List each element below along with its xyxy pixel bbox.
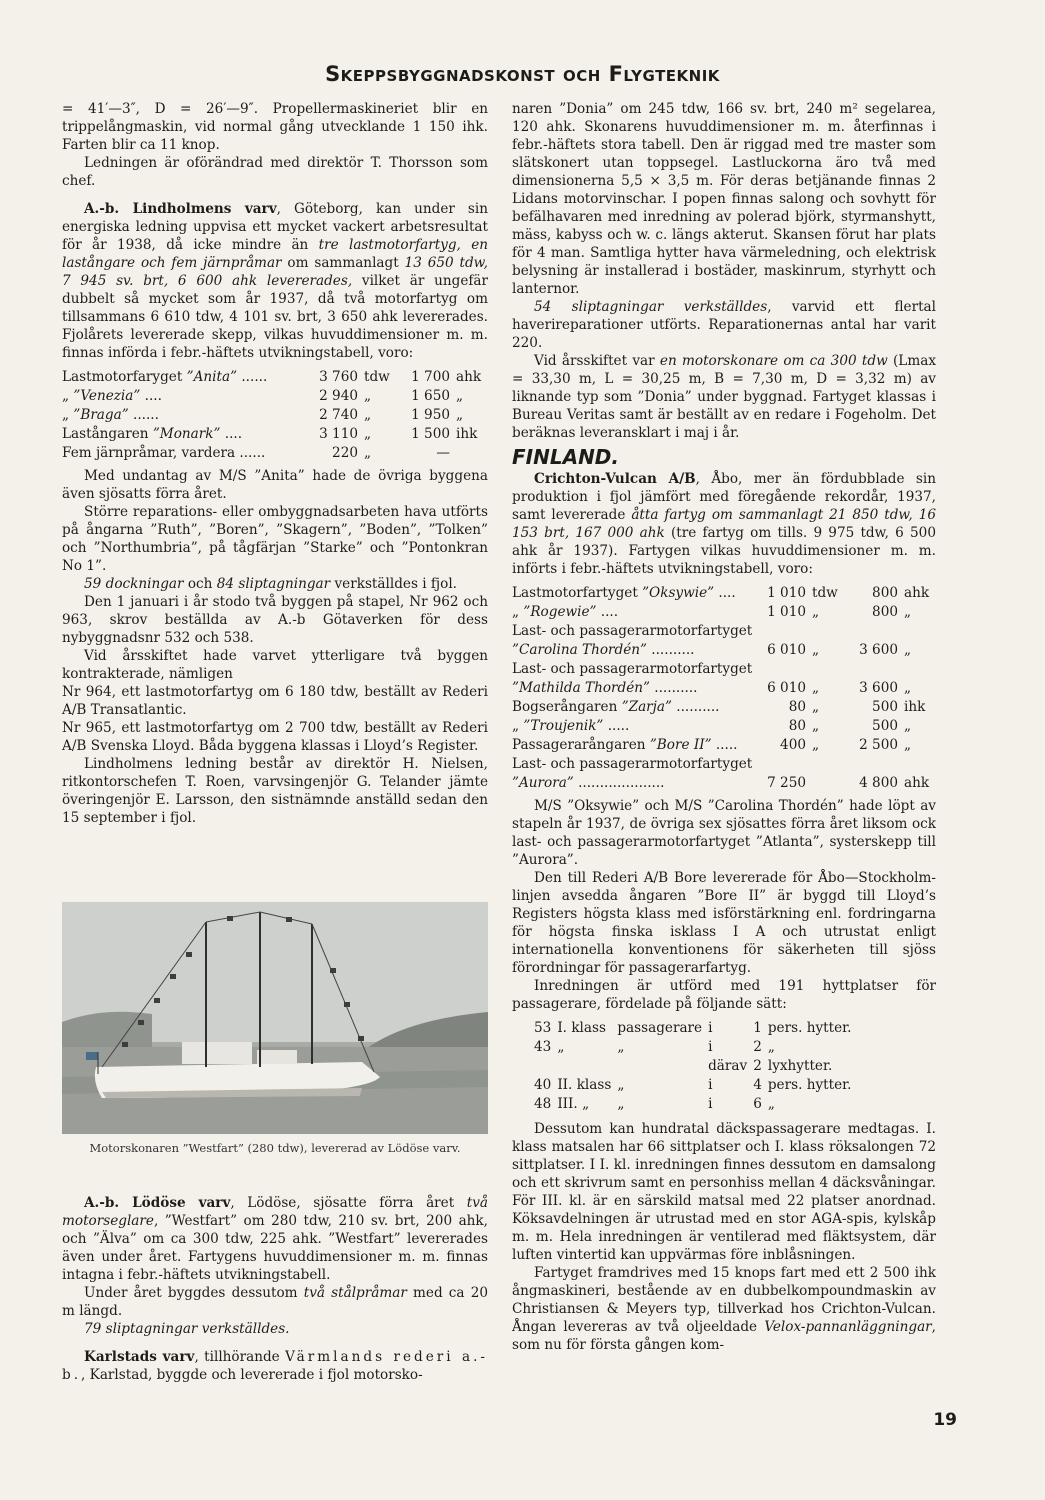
power-unit: „	[904, 737, 912, 753]
paragraph: Karlstads varv, tillhörande Värmlands rederi a.-b., Karlstad, byggde och levererade i fjol motorsko-	[62, 1349, 489, 1383]
tdw-value: 220	[332, 445, 358, 461]
table-row	[62, 387, 488, 406]
photo-caption: Motorskonaren ”Westfart” (280 tdw), levererad av Lödöse varv.	[89, 1141, 461, 1155]
power-value: 800	[872, 604, 898, 620]
paragraph: Dessutom kan hundratal däckspassagerare medtagas. I. klass matsalen har 66 sittplatser och I. klass röksalongen 72 sittplatser. I I. kl. inredningen finnes dessutom en damsalong och ett skrivrum samt en personhiss mellan 4 däcksvåningar. För III. kl. är en särskild matsal med 22 platser anordnad. Köksavdelningen är utrustad med en stor AGA-spis, kylskåp m. m. Hela inredningen är ventilerad med fläktsystem, där luften vintertid kan uppvärmas före inblåsningen.	[512, 1121, 936, 1263]
power-unit: ahk	[904, 585, 930, 601]
tdw-value: 80	[788, 718, 806, 734]
cabin-n: 2	[753, 1039, 762, 1055]
power-value: 1 650	[411, 388, 450, 404]
vessel-name: ”Troujenik”	[523, 718, 604, 734]
cabin-n: 6	[753, 1096, 762, 1112]
cabin-what: „	[767, 1096, 775, 1112]
power-unit: „	[456, 388, 464, 404]
paragraph: naren ”Donia” om 245 tdw, 166 sv. brt, 240 m² segelarea, 120 ahk. Skonarens huvuddimensioner m. m. återfinnas i febr.-häftets stora tabell. Den är riggad med tre master som slätskonert utan toppsegel. Lastluckorna äro två med dimensionerna 5,5 × 3,5 m. För deras betjänande finnas 2 Lidans motorvinschar. I popen finnas salong och sovhytt för befälhavaren med inredning av polerad björk, styrmanshytt, mäss, kabyss och w. c. längs akterut. Skansen förut har plats för 4 man. Samtliga hytter hava värmeledning, och elektrisk belysning är installerad i bostäder, maskinrum, styrhytt och lanternor.	[512, 101, 936, 297]
leader-dots: ....	[140, 388, 162, 404]
power-value: 4 800	[859, 775, 898, 791]
paragraph: Större reparations- eller ombyggnadsarbeten hava utförts på ångarna ”Ruth”, ”Boren”, ”Skagern”, ”Boden”, ”Tolken” och ”Northumbria”, på tågfärjan ”Starke” och ”Pontonkran No 1”.	[62, 504, 488, 574]
tdw-unit: „	[812, 642, 820, 658]
cabin-cls: I. klass	[557, 1020, 606, 1036]
power-unit: ahk	[456, 369, 482, 385]
schooner-illustration	[62, 902, 488, 1134]
paragraph: Nr 965, ett lastmotorfartyg om 2 700 tdw, beställt av Rederi A/B Svenska Lloyd. Båda byggena klassas i Lloyd’s Register.	[62, 720, 488, 754]
tdw-unit	[812, 660, 846, 679]
cabin-desc: passagerare	[617, 1020, 703, 1036]
tdw-unit	[812, 774, 846, 793]
tdw-unit: „	[364, 445, 372, 461]
vessel-cell	[512, 717, 765, 736]
paragraph: Den 1 januari i år stodo två byggen på stapel, Nr 962 och 963, skrov beställda av A.-b Götaverken för dess nybyggnadsnr 532 och 538.	[62, 594, 488, 646]
table-row	[62, 425, 488, 444]
vessel-cell	[512, 774, 765, 793]
vessel-cell	[512, 660, 765, 679]
vessel-type: „	[512, 718, 524, 734]
tdw-value: 80	[788, 699, 806, 715]
paragraph: = 41′—3″, D = 26′—9″. Propellermaskineriet blir en trippelångmaskin, vid normal gång utvecklande 1 150 ihk. Farten blir ca 11 knop.	[62, 101, 488, 153]
leader-dots: .....	[603, 718, 630, 734]
power-unit: „	[904, 718, 912, 734]
tdw-value: 1 010	[767, 585, 806, 601]
paragraph: Vid årsskiftet hade varvet ytterligare två byggen kontrakterade, nämligen	[62, 648, 488, 682]
leader-dots: ......	[128, 407, 159, 423]
cabin-num	[534, 1057, 557, 1076]
cabin-desc: „	[617, 1096, 625, 1112]
tdw-value: 7 250	[767, 775, 806, 791]
power-value: 2 500	[859, 737, 898, 753]
running-head: Skeppsbyggnadskonst och Flygteknik	[325, 62, 720, 86]
table-row	[512, 603, 936, 622]
table-row	[512, 660, 936, 679]
vessel-cell	[512, 698, 765, 717]
paragraph: 79 sliptagningar verkställdes.	[84, 1321, 290, 1337]
vessel-cell	[512, 641, 765, 660]
vessel-name: ”Rogewie”	[523, 604, 597, 620]
power-value: 500	[872, 718, 898, 734]
table-row	[512, 736, 936, 755]
company-name: Crichton-Vulcan A/B	[534, 471, 696, 487]
ship-photo	[62, 902, 488, 1134]
cabin-num: 40	[534, 1077, 552, 1093]
vessel-name: ”Oksywie”	[642, 585, 715, 601]
tdw-unit: „	[812, 699, 820, 715]
left-column-bottom	[62, 1194, 488, 1384]
cabin-row	[534, 1095, 857, 1114]
vessel-type: Fem järnpråmar, vardera	[62, 445, 236, 461]
table-row	[512, 584, 936, 603]
power-unit: „	[904, 680, 912, 696]
power-unit: „	[456, 407, 464, 423]
vessel-name: ”Braga”	[73, 407, 129, 423]
cabin-cls	[557, 1057, 617, 1076]
vessel-cell	[512, 736, 765, 755]
power-value: —	[436, 445, 450, 461]
tdw-value	[765, 622, 812, 641]
cabin-what: lyxhytter.	[767, 1058, 833, 1074]
paragraph: M/S ”Oksywie” och M/S ”Carolina Thordén” hade löpt av stapeln år 1937, de övriga sex sjösattes förra året liksom ock last- och passagerarmotorfartyget ”Atlanta”, systerskepp till ”Aurora”.	[512, 798, 936, 868]
power-unit	[456, 444, 488, 463]
cabin-desc	[617, 1057, 708, 1076]
cabin-n: 2	[753, 1058, 762, 1074]
table-row	[512, 679, 936, 698]
vessel-type: Last- och passagerarmotorfartyget	[512, 756, 753, 772]
cabin-num: 43	[534, 1039, 552, 1055]
cabin-pre: i	[708, 1020, 713, 1036]
leader-dots: ....................	[573, 775, 665, 791]
tdw-unit: „	[812, 680, 820, 696]
table-row	[512, 698, 936, 717]
tdw-value: 6 010	[767, 642, 806, 658]
vessel-name: ”Carolina Thordén”	[512, 642, 647, 658]
leader-dots: ....	[714, 585, 736, 601]
vessel-cell	[512, 603, 765, 622]
power-value: 800	[872, 585, 898, 601]
cabin-row	[534, 1076, 857, 1095]
cabin-row	[534, 1019, 857, 1038]
tdw-value: 2 940	[319, 388, 358, 404]
leader-dots: ....	[220, 426, 243, 442]
power-value: 1 700	[411, 369, 450, 385]
power-value: 3 600	[859, 642, 898, 658]
power-value: 3 600	[859, 680, 898, 696]
vessel-type: „	[512, 604, 524, 620]
power-unit: „	[904, 642, 912, 658]
tdw-unit: „	[364, 407, 372, 423]
vessel-name: ”Zarja”	[621, 699, 672, 715]
table-row	[512, 755, 936, 774]
vessel-type: „	[62, 388, 74, 404]
paragraph: 54 sliptagningar verkställdes, varvid ett flertal haverireparationer utförts. Reparationernas antal har varit 220.	[512, 299, 936, 351]
power-unit	[904, 660, 936, 679]
paragraph: A.-b. Lindholmens varv, Göteborg, kan under sin energiska ledning uppvisa ett mycket vackert arbetsresultat för år 1938, då icke mindre än tre lastmotorfartyg, en lastångare och fem järnpråmar om sammanlagt 13 650 tdw, 7 945 sv. brt, 6 600 ahk levererades, vilket är ungefär dubbelt så mycket som år 1937, då två motorfartyg om tillsammans 6 610 tdw, 4 101 sv. brt, 3 650 ahk levererades. Fjolårets levererade skepp, vilkas huvuddimensioner m. m. finnas införda i febr.-häftets utvikningstabell, voro:	[62, 201, 489, 361]
vessel-type: Last- och passagerarmotorfartyget	[512, 623, 753, 639]
leader-dots: ....	[596, 604, 619, 620]
right-column	[512, 100, 936, 1354]
vessel-cell	[62, 387, 310, 406]
cabin-what: pers. hytter.	[767, 1077, 852, 1093]
delivery-table	[62, 368, 488, 463]
power-value: 500	[872, 699, 898, 715]
cabin-pre: i	[708, 1039, 713, 1055]
paragraph: Den till Rederi A/B Bore levererade för Åbo—Stockholm-linjen avsedda ångaren ”Bore II” är byggd till Lloyd’s Registers högsta klass med isförstärkning enl. fordringarna för högsta finska isklass I A och utrustat enligt internationella konventionens för säkerheten till sjöss förordningar för passagerarfartyg.	[512, 870, 936, 976]
paragraph: Fartyget framdrives med 15 knops fart med ett 2 500 ihk ångmaskineri, bestående av en dubbelkompoundmaskin av Christiansen & Meyers typ, tillverkad hos Crichton-Vulcan. Ångan levereras av två oljeeldade Velox-pannanläggningar, som nu för första gången kom-	[512, 1265, 936, 1353]
leader-dots: .....	[711, 737, 738, 753]
company-name: A.-b. Lindholmens varv	[84, 201, 277, 217]
tdw-unit: „	[812, 604, 820, 620]
vessel-name: ”Anita”	[186, 369, 238, 385]
cabin-cls: II. klass	[557, 1077, 612, 1093]
power-value: 1 950	[411, 407, 450, 423]
cabin-row	[534, 1057, 857, 1076]
cabin-what: „	[767, 1039, 775, 1055]
vessel-type: Lastångaren	[62, 426, 153, 442]
power-unit	[904, 622, 936, 641]
power-unit: ihk	[456, 426, 478, 442]
vessel-type: Lastmotorfartyget	[512, 585, 643, 601]
tdw-value	[765, 755, 812, 774]
power-value	[846, 622, 904, 641]
cabin-n: 1	[753, 1020, 762, 1036]
cabin-row	[534, 1038, 857, 1057]
vessel-name: ”Venezia”	[73, 388, 141, 404]
paragraph: Crichton-Vulcan A/B, Åbo, mer än fördubblade sin produktion i fjol jämfört med föregående rekordår, 1937, samt levererade åtta fartyg om sammanlagt 21 850 tdw, 16 153 brt, 167 000 ahk (tre fartyg om tills. 9 975 tdw, 6 500 ahk år 1937). Fartygen vilkas huvuddimensioner m. m. införts i febr.-häftets utvikningstabell, voro:	[512, 471, 936, 577]
cabin-pre: i	[708, 1096, 713, 1112]
left-column	[62, 100, 488, 827]
vessel-name: ”Monark”	[152, 426, 221, 442]
table-row	[62, 368, 488, 387]
vessel-type: „	[62, 407, 74, 423]
power-value	[846, 755, 904, 774]
leader-dots: ......	[235, 445, 266, 461]
cabin-cls: „	[557, 1039, 565, 1055]
table-row	[62, 406, 488, 425]
tdw-unit: „	[812, 718, 820, 734]
leader-dots: ..........	[671, 699, 720, 715]
cabin-cls: III. „	[557, 1096, 590, 1112]
vessel-cell	[512, 584, 765, 603]
power-unit	[904, 755, 936, 774]
table-row	[512, 774, 936, 793]
tdw-value: 2 740	[319, 407, 358, 423]
cabin-num: 53	[534, 1020, 552, 1036]
tdw-unit	[812, 622, 846, 641]
cabin-num: 48	[534, 1096, 552, 1112]
vessel-cell	[62, 444, 310, 463]
vessel-type: Last- och passagerarmotorfartyget	[512, 661, 753, 677]
cabin-desc: „	[617, 1039, 625, 1055]
page-number: 19	[933, 1410, 957, 1430]
tdw-value	[765, 660, 812, 679]
cabin-table	[534, 1019, 857, 1114]
paragraph: Ledningen är oförändrad med direktör T. Thorsson som chef.	[62, 155, 488, 189]
tdw-unit: tdw	[364, 369, 390, 385]
table-row	[62, 444, 488, 463]
company-name: Karlstads varv	[84, 1349, 195, 1365]
section-heading: FINLAND.	[512, 445, 620, 469]
vessel-name: ”Aurora”	[512, 775, 574, 791]
vessel-cell	[512, 622, 765, 641]
tdw-unit: „	[812, 737, 820, 753]
cabin-pre: i	[708, 1077, 713, 1093]
vessel-cell	[512, 755, 765, 774]
cabin-pre: därav	[708, 1058, 748, 1074]
power-value: 1 500	[411, 426, 450, 442]
tdw-value: 6 010	[767, 680, 806, 696]
tdw-unit: „	[364, 388, 372, 404]
power-value	[846, 660, 904, 679]
power-unit: ahk	[904, 775, 930, 791]
table-row	[512, 641, 936, 660]
leader-dots: ......	[237, 369, 268, 385]
table-row	[512, 622, 936, 641]
cabin-desc: „	[617, 1077, 625, 1093]
paragraph: 59 dockningar och 84 sliptagningar verkställdes i fjol.	[84, 576, 458, 592]
power-unit: „	[904, 604, 912, 620]
tdw-unit	[812, 755, 846, 774]
leader-dots: ..........	[646, 642, 695, 658]
vessel-type: Lastmotorfaryget	[62, 369, 187, 385]
vessel-cell	[62, 368, 310, 387]
delivery-table	[512, 584, 936, 793]
table-row	[512, 717, 936, 736]
paragraph: Under året byggdes dessutom två stålpråmar med ca 20 m längd.	[62, 1285, 488, 1319]
leader-dots: ..........	[649, 680, 698, 696]
vessel-type: Bogserångaren	[512, 699, 622, 715]
vessel-name: ”Mathilda Thordén”	[512, 680, 650, 696]
tdw-value: 3 110	[319, 426, 358, 442]
cabin-what: pers. hytter.	[767, 1020, 852, 1036]
vessel-cell	[62, 406, 310, 425]
vessel-name: ”Bore II”	[649, 737, 712, 753]
paragraph: A.-b. Lödöse varv, Lödöse, sjösatte förra året två motorseglare, ”Westfart” om 280 tdw, 210 sv. brt, 200 ahk, och ”Älva” om ca 300 tdw, 225 ahk. ”Westfart” levererades även under året. Fartygens huvuddimensioner m. m. finnas intagna i febr.-häftets utvikningstabell.	[62, 1195, 488, 1283]
company-name: A.-b. Lödöse varv	[84, 1195, 231, 1211]
paragraph: Med undantag av M/S ”Anita” hade de övriga byggena även sjösatts förra året.	[62, 468, 488, 502]
vessel-cell	[512, 679, 765, 698]
vessel-cell	[62, 425, 310, 444]
tdw-value: 1 010	[767, 604, 806, 620]
paragraph: Lindholmens ledning består av direktör H. Nielsen, ritkontorschefen T. Roen, varvsingenjör G. Telander jämte överingenjör E. Larsson, den sistnämnde anställd sedan den 15 september i fjol.	[62, 756, 488, 826]
power-unit: ihk	[904, 699, 926, 715]
vessel-type: Passagerarångaren	[512, 737, 650, 753]
paragraph: Vid årsskiftet var en motorskonare om ca 300 tdw (Lmax = 33,30 m, L = 30,25 m, B = 7,30 m, D = 3,32 m) av liknande typ som ”Donia” under byggnad. Fartyget klassas i Bureau Veritas samt är beställt av en redare i Fogeholm. Det beräknas leveransklart i maj i år.	[512, 353, 936, 441]
tdw-value: 3 760	[319, 369, 358, 385]
cabin-n: 4	[753, 1077, 762, 1093]
tdw-value: 400	[780, 737, 806, 753]
tdw-unit: tdw	[812, 585, 838, 601]
tdw-unit: „	[364, 426, 372, 442]
paragraph: Nr 964, ett lastmotorfartyg om 6 180 tdw, beställt av Rederi A/B Transatlantic.	[62, 684, 488, 718]
paragraph: Inredningen är utförd med 191 hyttplatser för passagerare, fördelade på följande sätt:	[512, 978, 936, 1012]
